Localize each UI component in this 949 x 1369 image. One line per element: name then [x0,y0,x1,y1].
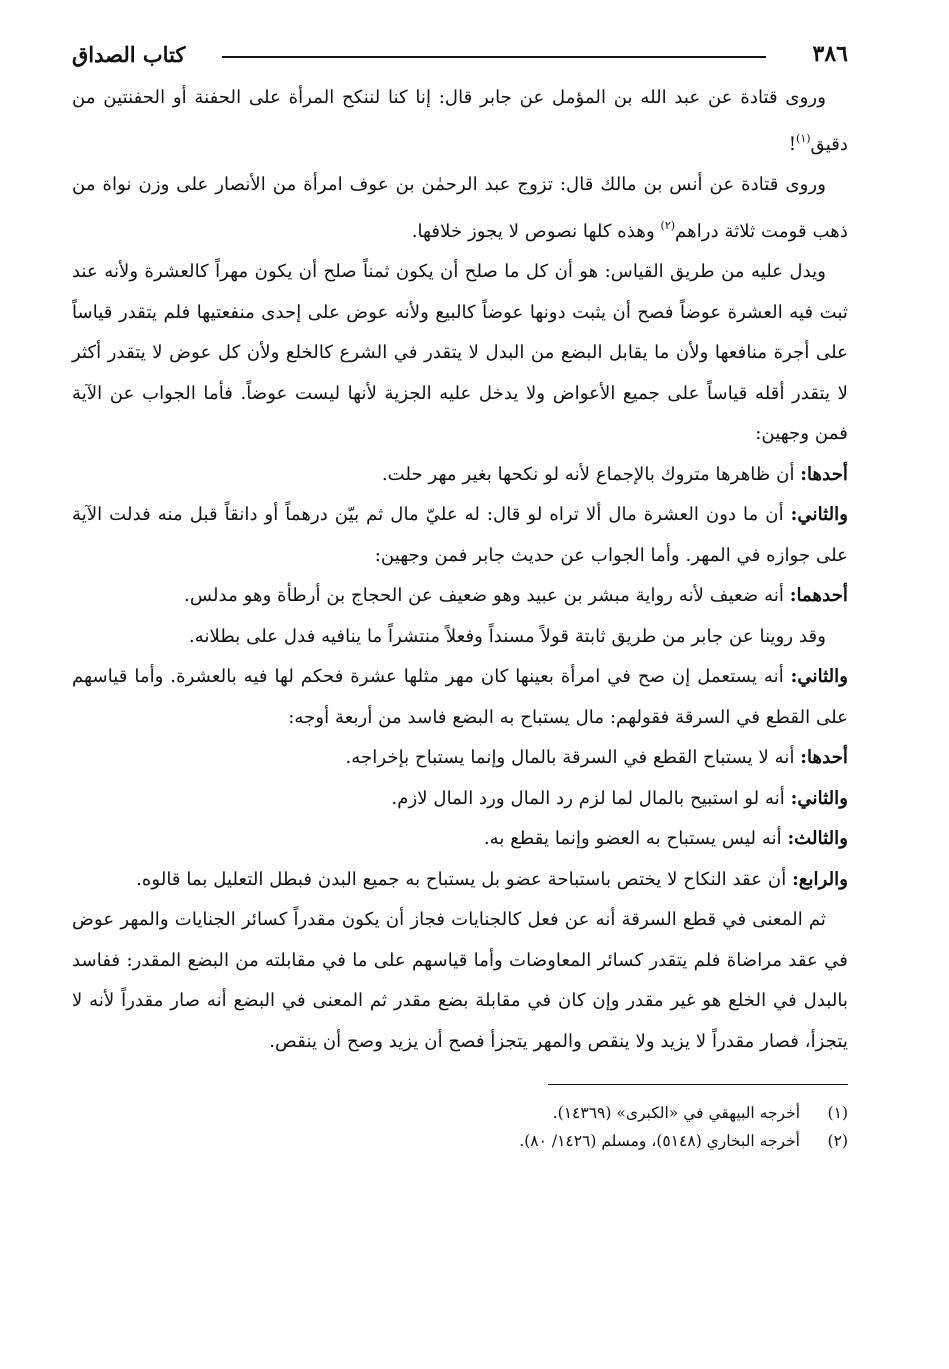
paragraph [72,165,848,252]
page-header [72,34,848,74]
paragraph-text: وقد روينا عن جابر من طريق ثابتة قولاً مسنداً وفعلاً منتشراً ما ينافيه فدل على بطلانه. [188,625,826,647]
page-number: ٣٨٦ [812,41,848,67]
paragraph-text: أنه ضعيف لأنه رواية مبشر بن عبيد وهو ضعيف عن الحجاج بن أرطأة وهو مدلس. [184,585,790,606]
paragraph-text: وروى قتادة عن عبد الله بن المؤمل عن جابر قال: إنا كنا لننكح المرأة على الحفنة أو الحفنتين من دقيق [72,87,848,155]
paragraph-text: أن ما دون العشرة مال ألا تراه لو قال: له عليّ مال ثم بيّن درهماً أو دانقاً قبل منه فدلت الآية على جوازه في المهر. وأما الجواب عن حديث جابر فمن وجهين: [72,504,848,566]
footnote-marker: (١) [796,131,811,145]
footnote [72,1099,848,1127]
paragraph-text: أنه لو استبيح بالمال لما لزم رد المال ورد المال لازم. [391,787,791,809]
footnote-text: أخرجه البخاري (٥١٤٨)، ومسلم (١٤٢٦/ ٨٠). [519,1132,800,1150]
paragraph [72,860,848,901]
footnotes [72,1099,848,1155]
paragraph [72,900,848,1062]
paragraph [72,576,848,617]
paragraph-lead: أحدها: [800,747,848,768]
paragraph [72,78,848,165]
paragraph-text: أن ظاهرها متروك بالإجماع لأنه لو نكحها بغير مهر حلت. [381,463,801,485]
paragraph-lead: أحدها: [800,463,848,485]
paragraph-text: وروى قتادة عن أنس بن مالك قال: تزوج عبد الرحمٰن بن عوف امرأة من الأنصار على وزن نواة من ذهب قومت ثلاثة دراهم [72,174,848,242]
footnote-number: (٢) [827,1132,848,1150]
paragraph-lead: والثالث: [787,828,848,849]
paragraph-lead: أحدهما: [789,585,848,606]
paragraph-text-tail: ! [788,133,797,155]
footnote-separator [548,1084,848,1085]
paragraph [72,657,848,738]
paragraph [72,819,848,860]
paragraph [72,779,848,820]
paragraph-lead: والثاني: [790,787,848,809]
book-title: كتاب الصداق [72,41,186,67]
paragraph-lead: والثاني: [790,666,848,687]
footnote-text: أخرجه البيهقي في «الكبرى» (١٤٣٦٩). [552,1104,800,1122]
paragraph-text: أن عقد النكاح لا يختص باستباحة عضو بل يستباح به جميع البدن فبطل التعليل بما قالوه. [136,868,793,890]
paragraph [72,252,848,455]
paragraph-text-tail: وهذه كلها نصوص لا يجوز خلافها. [411,220,661,242]
paragraph-text: أنه لا يستباح القطع في السرقة بالمال وإنما يستباح بإخراجه. [345,747,801,768]
book-page [72,34,848,1155]
footnote [72,1127,848,1155]
paragraph-text: ثم المعنى في قطع السرقة أنه عن فعل كالجنايات فجاز أن يكون مقدراً كسائر الجنايات والمهر عوض في عقد مراضاة فلم يتقدر كسائر المعاوضات وأما قياسهم على ما في مقابلته من البضع المقدر: ففاسد بالبدل في الخلع هو غير مقدر وإن كان في مقابلة بضع مقدر ثم المعنى في البضع أنه صار مقدراً لأنه لا يتجزأ، فصار مقدراً لا يزيد ولا ينقص والمهر يتجزأ فصح أن يزيد وصح أن ينقص. [72,909,848,1052]
body-text [72,78,848,1062]
paragraph-lead: والثاني: [790,504,848,525]
paragraph-lead: والرابع: [792,868,848,890]
paragraph-text: أنه ليس يستباح به العضو وإنما يقطع به. [483,828,788,849]
paragraph-text: ويدل عليه من طريق القياس: هو أن كل ما صلح أن يكون ثمناً صلح أن يكون مهراً كالعشرة ولأنه عند ثبت فيه العشرة عوضاً فصح أن يثبت دونها عوضاً كالبيع ولأنه عوض على إحدى منفعتيها فلم يتقدر قياساً على أجرة منافعها ولأن ما يقابل البضع من البدل لا يتقدر في الشرع كالخلع ولأن كل عوض لا يتقدر أكثر لا يتقدر أقله قياساً على جميع الأعواض ولا يدخل عليه الجزية لأنها ليست عوضاً. فأما الجواب عن الآية فمن وجهين: [72,261,848,444]
header-rule [222,56,766,58]
paragraph [72,495,848,576]
paragraph [72,738,848,779]
paragraph-text: أنه يستعمل إن صح في امرأة بعينها كان مهر مثلها عشرة فحكم لها فيه بالعشرة. وأما قياسهم على القطع في السرقة فقولهم: مال يستباح به البضع فاسد من أربعة أوجه: [72,666,848,728]
paragraph [72,455,848,496]
paragraph [72,617,848,658]
footnote-number: (١) [827,1104,848,1122]
footnote-marker: (٢) [660,218,676,232]
